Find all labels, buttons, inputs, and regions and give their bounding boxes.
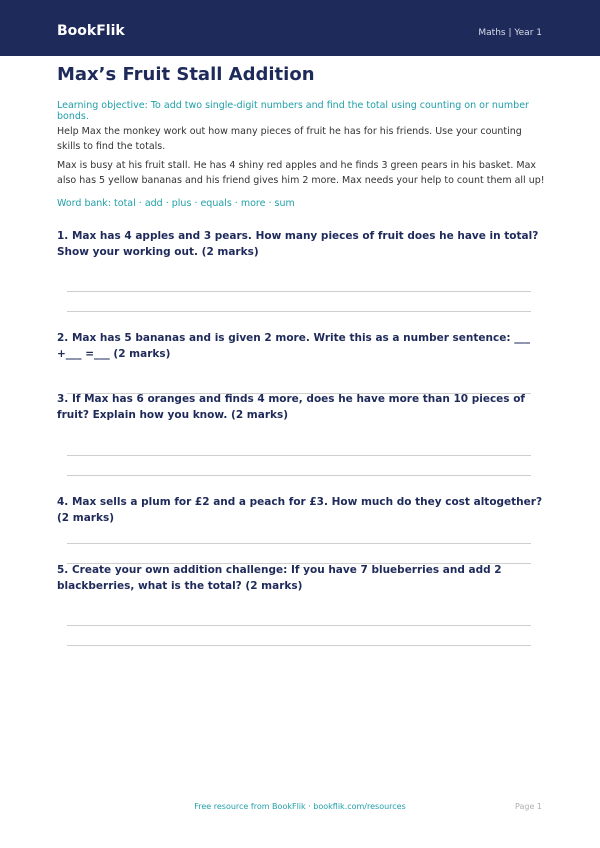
page-number: Page 1 [515, 802, 542, 811]
answer-line[interactable] [67, 475, 531, 476]
question-3: 3. If Max has 6 oranges and finds 4 more, does he have more than 10 pieces of fruit? Explain how you know. (2 marks) [57, 393, 525, 421]
word-bank: Word bank: total · add · plus · equals · more · sum [57, 198, 295, 209]
answer-line[interactable] [67, 625, 531, 626]
intro-paragraph: Help Max the monkey work out how many pieces of fruit he has for his friends. Use your counting skills to find the totals. [57, 126, 522, 152]
header-bar [0, 0, 600, 56]
story-paragraph: Max is busy at his fruit stall. He has 4 shiny red apples and he finds 3 green pears in his basket. Max also has 5 yellow bananas and his friend gives him 2 more. Max needs your help to count them all up! [57, 160, 545, 186]
question-1: 1. Max has 4 apples and 3 pears. How many pieces of fruit does he have in total? Show your working out. (2 marks) [57, 230, 539, 258]
answer-line[interactable] [67, 291, 531, 292]
answer-line[interactable] [67, 645, 531, 646]
subject-year-label: Maths | Year 1 [478, 28, 542, 38]
brand-logo[interactable]: BookFlik [57, 23, 125, 39]
question-2: 2. Max has 5 bananas and is given 2 more. Write this as a number sentence: ___ +___ =___ (2 marks) [57, 332, 530, 360]
answer-line[interactable] [67, 455, 531, 456]
answer-line[interactable] [67, 543, 531, 544]
footer-credit[interactable]: Free resource from BookFlik · bookflik.com/resources [194, 802, 406, 811]
question-4: 4. Max sells a plum for £2 and a peach for £3. How much do they cost altogether? (2 marks) [57, 496, 543, 524]
question-5: 5. Create your own addition challenge: If you have 7 blueberries and add 2 blackberries, what is the total? (2 marks) [57, 564, 502, 592]
learning-objective: Learning objective: To add two single-digit numbers and find the total using counting on or number bonds. [57, 100, 529, 122]
answer-line[interactable] [67, 311, 531, 312]
page-title: Max’s Fruit Stall Addition [57, 64, 315, 85]
